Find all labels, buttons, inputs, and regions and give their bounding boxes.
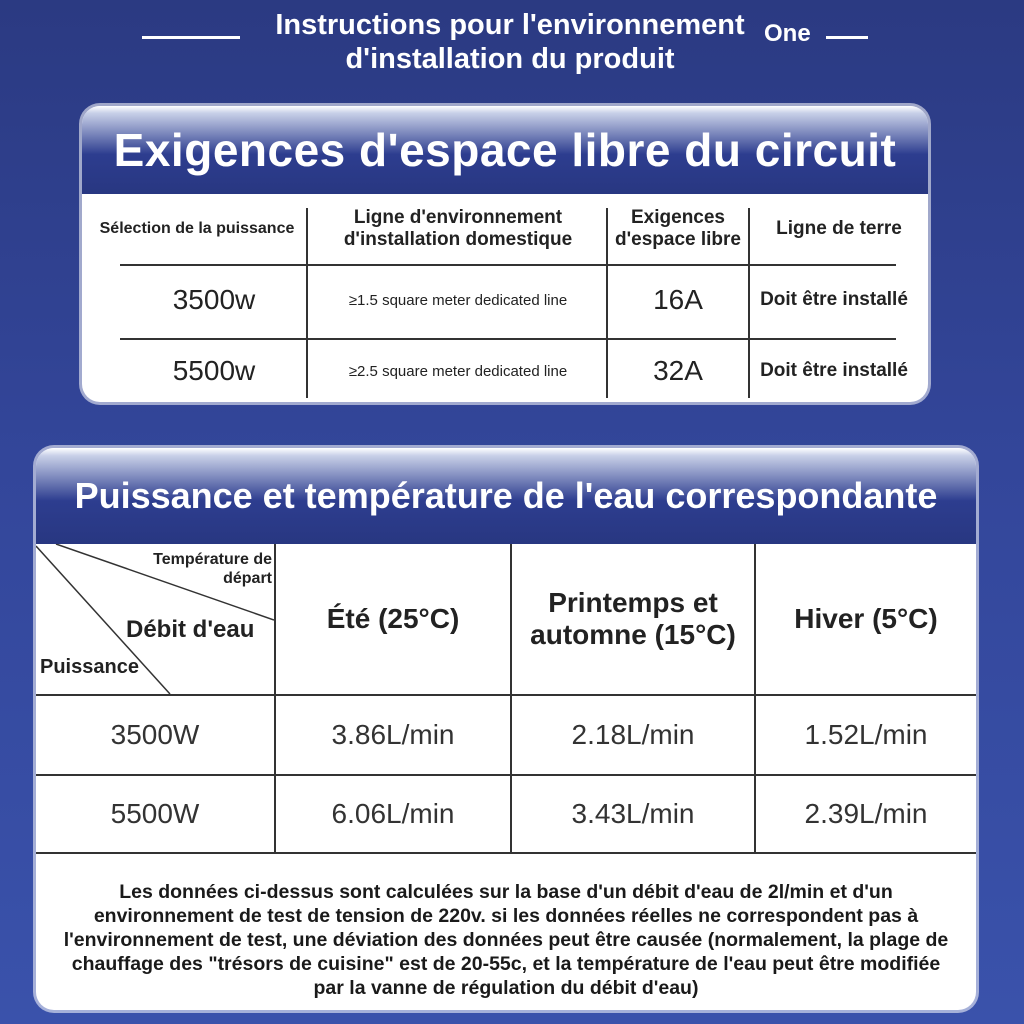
heading-rule-left <box>142 36 240 39</box>
heading-line-1: Instructions pour l'environnement <box>275 9 745 41</box>
header-power-selection: Sélection de la puissance <box>99 220 295 237</box>
footnote: Les données ci-dessus sont calculées sur la base d'un débit d'eau de 2l/min et d'un environnement de test de tension de 220v. si les données réelles ne correspondent pas à l'environnement de test, une déviation des données peut être causée (normalement, la plage de chauffage des "trésors de cuisine" est de 20-55c, et la température de l'eau peut être modifiée par la vanne de régulation du débit d'eau) <box>63 881 949 999</box>
col-winter: Hiver (5°C) <box>794 603 938 634</box>
flow-table <box>36 544 976 854</box>
row2-winter: 2.39L/min <box>804 798 928 829</box>
row2-power: 5500W <box>110 798 200 829</box>
heading-tag: One <box>764 20 811 47</box>
col-divider <box>510 544 512 854</box>
header-install-line: Ligne d'environnement d'installation domestique <box>343 207 573 250</box>
heading-title <box>250 8 770 76</box>
row2-power: 5500w <box>172 355 256 386</box>
row2-spring-autumn: 3.43L/min <box>571 798 695 829</box>
corner-start-temp: Température de départ <box>153 551 272 587</box>
corner-flow: Débit d'eau <box>126 616 255 643</box>
row2-summer: 6.06L/min <box>331 798 455 829</box>
power-temperature-card <box>36 448 976 1010</box>
power-temperature-title: Puissance et température de l'eau correspondante <box>36 448 976 544</box>
row1-spring-autumn: 2.18L/min <box>571 719 695 750</box>
row-divider <box>120 338 896 340</box>
row1-power: 3500w <box>172 284 256 315</box>
row2-line: ≥2.5 square meter dedicated line <box>348 362 568 380</box>
row1-power: 3500W <box>110 719 200 750</box>
row1-line: ≥1.5 square meter dedicated line <box>348 291 568 309</box>
col-divider <box>606 208 608 398</box>
col-divider <box>754 544 756 854</box>
header-ground-line: Ligne de terre <box>776 218 902 239</box>
row1-winter: 1.52L/min <box>804 719 928 750</box>
row2-ground: Doit être installé <box>760 360 908 381</box>
col-spring-autumn: Printemps et automne (15°C) <box>530 587 736 650</box>
col-divider <box>748 208 750 398</box>
heading-line-2: d'installation du produit <box>345 43 675 75</box>
header-space-requirement: Exigences d'espace libre <box>615 207 741 250</box>
page-heading <box>0 6 1024 76</box>
circuit-title: Exigences d'espace libre du circuit <box>82 106 928 194</box>
row1-space: 16A <box>653 284 703 315</box>
col-divider <box>306 208 308 398</box>
row2-space: 32A <box>653 355 703 386</box>
corner-power: Puissance <box>40 656 139 678</box>
col-divider <box>274 544 276 854</box>
circuit-table <box>82 194 928 402</box>
heading-rule-right <box>826 36 868 39</box>
row1-summer: 3.86L/min <box>331 719 455 750</box>
row-divider <box>36 852 976 854</box>
col-summer: Été (25°C) <box>326 603 460 634</box>
circuit-requirements-card <box>82 106 928 402</box>
row1-ground: Doit être installé <box>760 289 908 310</box>
